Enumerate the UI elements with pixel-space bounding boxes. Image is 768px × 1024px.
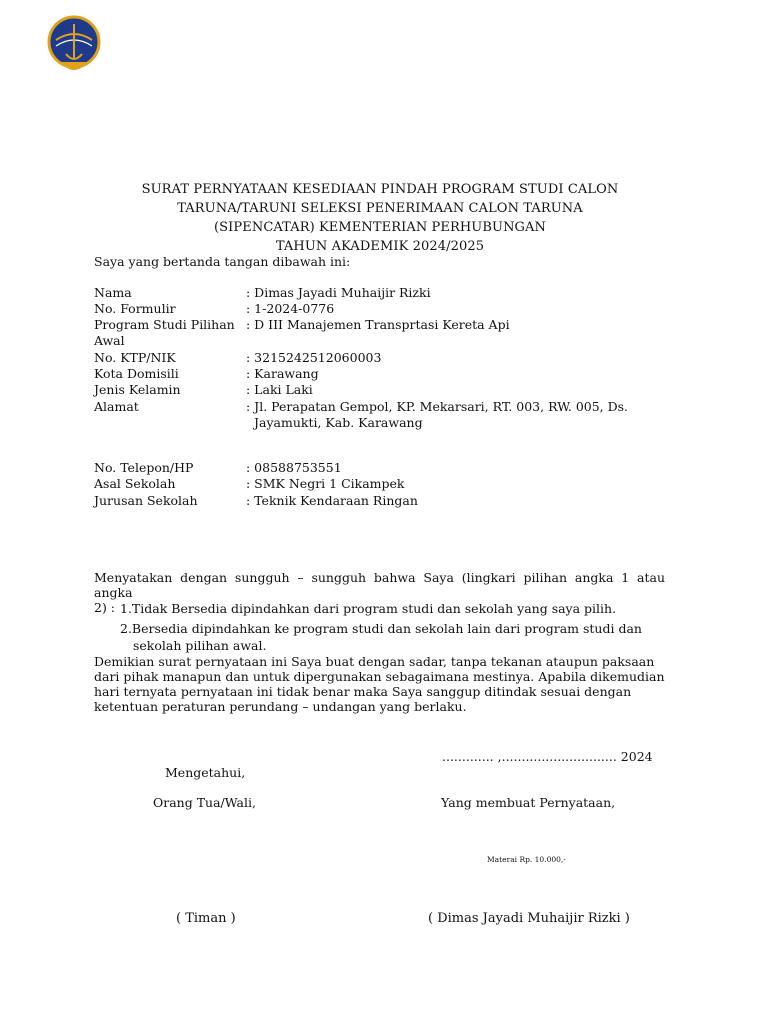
- field-label: Kota Domisili: [94, 366, 179, 381]
- field-label: Jurusan Sekolah: [94, 493, 198, 508]
- field-label: Program Studi Pilihan: [94, 317, 235, 332]
- guardian-name: ( Timan ): [176, 911, 236, 926]
- field-label: No. Formulir: [94, 301, 176, 316]
- intro-text: Saya yang bertanda tangan dibawah ini:: [94, 254, 351, 269]
- field-value: : Laki Laki: [246, 382, 313, 397]
- title-line-2: TARUNA/TARUNI SELEKSI PENERIMAAN CALON TARUNA: [177, 201, 583, 216]
- statement-line: Menyatakan dengan sungguh – sungguh bahwa Saya (lingkari pilihan angka 1 atau angka: [94, 570, 665, 600]
- statement-line: 2) :: [94, 600, 116, 615]
- field-value: : Teknik Kendaraan Ringan: [246, 493, 418, 508]
- field-value: : 3215242512060003: [246, 350, 382, 365]
- ministry-emblem-icon: [46, 14, 102, 76]
- maker-name: ( Dimas Jayadi Muhaijir Rizki ): [428, 911, 630, 926]
- option-2: [120, 620, 660, 654]
- option-line: sekolah pilihan awal.: [133, 638, 267, 653]
- mengetahui-label: Mengetahui,: [165, 765, 246, 780]
- title-line-3: (SIPENCATAR) KEMENTERIAN PERHUBUNGAN: [214, 220, 546, 235]
- field-label: No. Telepon/HP: [94, 460, 194, 475]
- field-value: : 08588753551: [246, 460, 342, 475]
- field-value: Jayamukti, Kab. Karawang: [254, 415, 423, 430]
- field-value: : 1-2024-0776: [246, 301, 335, 316]
- field-value: : D III Manajemen Transprtasi Kereta Api: [246, 317, 510, 332]
- title-line-4: TAHUN AKADEMIK 2024/2025: [275, 239, 485, 254]
- option-line: 2.Bersedia dipindahkan ke program studi dan sekolah lain dari program studi dan: [120, 621, 642, 636]
- field-label: No. KTP/NIK: [94, 350, 176, 365]
- field-value: : Dimas Jayadi Muhaijir Rizki: [246, 285, 431, 300]
- option-1: 1.Tidak Bersedia dipindahkan dari program studi dan sekolah yang saya pilih.: [120, 601, 617, 616]
- field-label: Jenis Kelamin: [94, 382, 181, 397]
- field-value: : SMK Negri 1 Cikampek: [246, 476, 405, 491]
- materai-note: Materai Rp. 10.000,-: [487, 855, 566, 864]
- closing-line: hari ternyata pernyataan ini tidak benar maka Saya sanggup ditindak sesuai dengan: [94, 684, 632, 699]
- maker-label: Yang membuat Pernyataan,: [441, 795, 616, 810]
- field-value: : Jl. Perapatan Gempol, KP. Mekarsari, RT. 003, RW. 005, Ds.: [246, 399, 629, 414]
- date-line: ............. ,............................. 2024: [442, 749, 653, 764]
- field-label: Awal: [94, 333, 125, 348]
- field-value: : Karawang: [246, 366, 319, 381]
- field-label: Nama: [94, 285, 132, 300]
- field-label: Asal Sekolah: [94, 476, 176, 491]
- document-title: [80, 180, 680, 256]
- field-label: Alamat: [94, 399, 139, 414]
- closing-paragraph: [94, 654, 665, 714]
- closing-line: Demikian surat pernyataan ini Saya buat dengan sadar, tanpa tekanan ataupun paksaan: [94, 654, 655, 669]
- guardian-label: Orang Tua/Wali,: [153, 795, 256, 810]
- closing-line: dari pihak manapun dan untuk dipergunakan sebagaimana mestinya. Apabila dikemudian: [94, 669, 665, 684]
- closing-line: ketentuan peraturan perundang – undangan yang berlaku.: [94, 699, 467, 714]
- title-line-1: SURAT PERNYATAAN KESEDIAAN PINDAH PROGRAM STUDI CALON: [141, 182, 619, 197]
